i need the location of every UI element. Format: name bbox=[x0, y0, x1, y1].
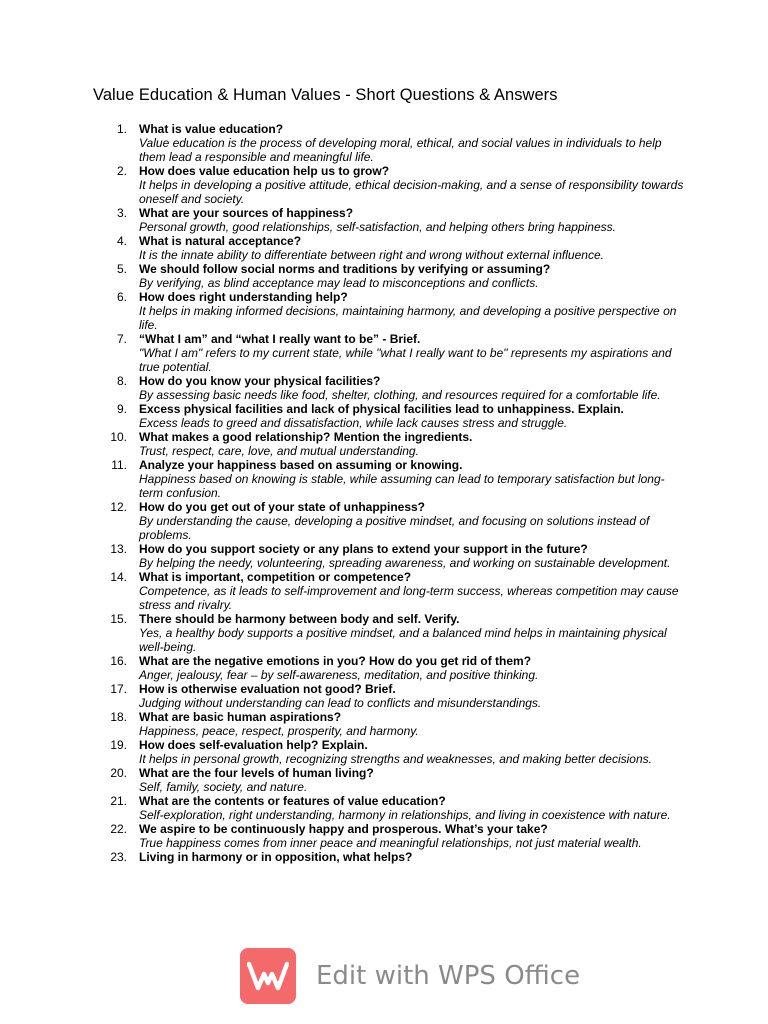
answer-text: It is the innate ability to differentiate between right and wrong without external influence. bbox=[139, 248, 604, 262]
qa-item bbox=[0, 612, 768, 654]
qa-item bbox=[0, 374, 768, 402]
question-text: What are the four levels of human living? bbox=[139, 766, 374, 780]
item-number: 3. bbox=[116, 206, 127, 220]
answer-text: "What I am" refers to my current state, while "what I really want to be" represents my aspirations and true potential. bbox=[139, 346, 672, 374]
qa-item bbox=[0, 234, 768, 262]
answer-text: True happiness comes from inner peace and meaningful relationships, not just material wealth. bbox=[139, 836, 642, 850]
question-text: There should be harmony between body and self. Verify. bbox=[139, 612, 460, 626]
item-number: 10. bbox=[110, 430, 127, 444]
qa-item bbox=[0, 738, 768, 766]
item-number: 13. bbox=[110, 542, 127, 556]
qa-item bbox=[0, 332, 768, 374]
question-text: What are your sources of happiness? bbox=[139, 206, 354, 220]
item-number: 5. bbox=[116, 262, 127, 276]
qa-item bbox=[0, 682, 768, 710]
item-number: 14. bbox=[110, 570, 127, 584]
answer-text: It helps in developing a positive attitude, ethical decision-making, and a sense of responsibility towards oneself and society. bbox=[139, 178, 684, 206]
question-text: How does right understanding help? bbox=[139, 290, 348, 304]
question-text: We should follow social norms and traditions by verifying or assuming? bbox=[139, 262, 551, 276]
item-number: 1. bbox=[116, 122, 127, 136]
answer-text: By verifying, as blind acceptance may lead to misconceptions and conflicts. bbox=[139, 276, 539, 290]
question-text: What makes a good relationship? Mention the ingredients. bbox=[139, 430, 473, 444]
question-text: What is natural acceptance? bbox=[139, 234, 302, 248]
item-number: 2. bbox=[116, 164, 127, 178]
question-text: What is important, competition or competence? bbox=[139, 570, 412, 584]
answer-text: Self, family, society, and nature. bbox=[139, 780, 308, 794]
question-text: We aspire to be continuously happy and prosperous. What’s your take? bbox=[139, 822, 548, 836]
item-number: 16. bbox=[110, 654, 127, 668]
item-number: 7. bbox=[116, 332, 127, 346]
answer-text: Competence, as it leads to self-improvement and long-term success, whereas competition may cause stress and rivalry. bbox=[139, 584, 679, 612]
answer-text: Excess leads to greed and dissatisfaction, while lack causes stress and struggle. bbox=[139, 416, 568, 430]
qa-item bbox=[0, 206, 768, 234]
question-text: Analyze your happiness based on assuming or knowing. bbox=[139, 458, 463, 472]
answer-text: Judging without understanding can lead to conflicts and misunderstandings. bbox=[139, 696, 542, 710]
qa-item bbox=[0, 262, 768, 290]
qa-item bbox=[0, 402, 768, 430]
answer-text: It helps in personal growth, recognizing strengths and weaknesses, and making better decisions. bbox=[139, 752, 652, 766]
item-number: 21. bbox=[110, 794, 127, 808]
answer-text: Self-exploration, right understanding, harmony in relationships, and living in coexistence with nature. bbox=[139, 808, 671, 822]
answer-text: By understanding the cause, developing a positive mindset, and focusing on solutions instead of problems. bbox=[139, 514, 650, 542]
question-text: How do you get out of your state of unhappiness? bbox=[139, 500, 425, 514]
question-text: What are basic human aspirations? bbox=[139, 710, 342, 724]
question-text: How does self-evaluation help? Explain. bbox=[139, 738, 368, 752]
answer-text: It helps in making informed decisions, maintaining harmony, and developing a positive perspective on life. bbox=[139, 304, 677, 332]
wps-office-logo-icon bbox=[240, 948, 296, 1004]
page-title: Value Education & Human Values - Short Questions & Answers bbox=[93, 86, 558, 104]
footer-text: Edit with WPS Office bbox=[316, 960, 581, 991]
qa-item bbox=[0, 542, 768, 570]
item-number: 12. bbox=[110, 500, 127, 514]
answer-text: Happiness based on knowing is stable, while assuming can lead to temporary satisfaction but long-term confusion. bbox=[139, 472, 665, 500]
item-number: 22. bbox=[110, 822, 127, 836]
answer-text: Trust, respect, care, love, and mutual understanding. bbox=[139, 444, 419, 458]
item-number: 19. bbox=[110, 738, 127, 752]
qa-item bbox=[0, 290, 768, 332]
question-text: What are the negative emotions in you? How do you get rid of them? bbox=[139, 654, 532, 668]
item-number: 9. bbox=[116, 402, 127, 416]
qa-item bbox=[0, 822, 768, 850]
qa-item bbox=[0, 430, 768, 458]
qa-item bbox=[0, 654, 768, 682]
qa-item bbox=[0, 766, 768, 794]
item-number: 18. bbox=[110, 710, 127, 724]
qa-item bbox=[0, 122, 768, 164]
question-text: How do you know your physical facilities? bbox=[139, 374, 381, 388]
question-text: What is value education? bbox=[139, 122, 284, 136]
item-number: 23. bbox=[110, 850, 127, 864]
qa-item bbox=[0, 164, 768, 206]
answer-text: By assessing basic needs like food, shelter, clothing, and resources required for a comfortable life. bbox=[139, 388, 661, 402]
question-text: Living in harmony or in opposition, what helps? bbox=[139, 850, 413, 864]
qa-item bbox=[0, 500, 768, 542]
answer-text: Value education is the process of developing moral, ethical, and social values in individuals to help them lead a responsible and meaningful life. bbox=[139, 136, 662, 164]
qa-list bbox=[0, 122, 768, 864]
answer-text: Happiness, peace, respect, prosperity, and harmony. bbox=[139, 724, 419, 738]
question-text: How does value education help us to grow? bbox=[139, 164, 390, 178]
qa-item bbox=[0, 458, 768, 500]
answer-text: Yes, a healthy body supports a positive mindset, and a balanced mind helps in maintaining physical well-being. bbox=[139, 626, 667, 654]
item-number: 6. bbox=[116, 290, 127, 304]
question-text: How do you support society or any plans to extend your support in the future? bbox=[139, 542, 588, 556]
item-number: 8. bbox=[116, 374, 127, 388]
question-text: How is otherwise evaluation not good? Brief. bbox=[139, 682, 396, 696]
qa-item bbox=[0, 850, 768, 864]
answer-text: Personal growth, good relationships, self-satisfaction, and helping others bring happiness. bbox=[139, 220, 616, 234]
wps-footer bbox=[240, 948, 580, 1003]
item-number: 20. bbox=[110, 766, 127, 780]
question-text: “What I am” and “what I really want to be” - Brief. bbox=[139, 332, 421, 346]
item-number: 17. bbox=[110, 682, 127, 696]
item-number: 15. bbox=[110, 612, 127, 626]
item-number: 11. bbox=[111, 458, 127, 472]
question-text: Excess physical facilities and lack of physical facilities lead to unhappiness. Explain. bbox=[139, 402, 624, 416]
answer-text: Anger, jealousy, fear – by self-awareness, meditation, and positive thinking. bbox=[139, 668, 539, 682]
item-number: 4. bbox=[116, 234, 127, 248]
answer-text: By helping the needy, volunteering, spreading awareness, and working on sustainable development. bbox=[139, 556, 671, 570]
qa-item bbox=[0, 710, 768, 738]
qa-item bbox=[0, 794, 768, 822]
qa-item bbox=[0, 570, 768, 612]
question-text: What are the contents or features of value education? bbox=[139, 794, 446, 808]
